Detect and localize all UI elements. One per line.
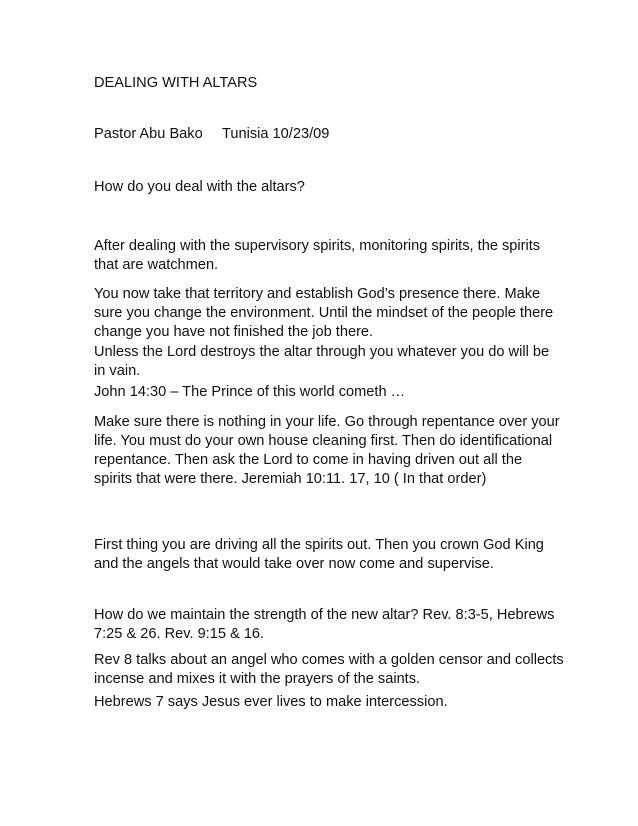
paragraph-john-reference: John 14:30 – The Prince of this world cometh … bbox=[94, 384, 406, 400]
document-title: DEALING WITH ALTARS bbox=[94, 75, 258, 91]
paragraph-crown-god-king: First thing you are driving all the spirits out. Then you crown God King and the angels that would take over now come and supervise. bbox=[94, 537, 544, 572]
paragraph-hebrews-7: Hebrews 7 says Jesus ever lives to make intercession. bbox=[94, 694, 448, 710]
location-date: Tunisia 10/23/09 bbox=[222, 126, 330, 142]
paragraph-repentance: Make sure there is nothing in your life. Go through repentance over your life. You must do your own house cleaning first. Then do identificational repentance. Then ask the Lord to come in having driven out all the spirits that were there. Jeremiah 10:11. 17, 10 ( In that order) bbox=[94, 414, 560, 487]
paragraph-territory: You now take that territory and establish God’s presence there. Make sure you change the environment. Until the mindset of the people there change you have not finished the job there. bbox=[94, 286, 554, 340]
paragraph-destroy-altar: Unless the Lord destroys the altar through you whatever you do will be in vain. bbox=[94, 344, 550, 379]
paragraph-rev-8: Rev 8 talks about an angel who comes with a golden censor and collects incense and mixes it with the prayers of the saints. bbox=[94, 652, 564, 687]
paragraph-maintain-altar: How do we maintain the strength of the new altar? Rev. 8:3-5, Hebrews 7:25 & 26. Rev. 9:15 & 16. bbox=[94, 607, 555, 642]
author-name: Pastor Abu Bako bbox=[94, 126, 203, 142]
paragraph-supervisory-spirits: After dealing with the supervisory spirits, monitoring spirits, the spirits that are watchmen. bbox=[94, 238, 541, 273]
paragraph-question: How do you deal with the altars? bbox=[94, 179, 305, 195]
